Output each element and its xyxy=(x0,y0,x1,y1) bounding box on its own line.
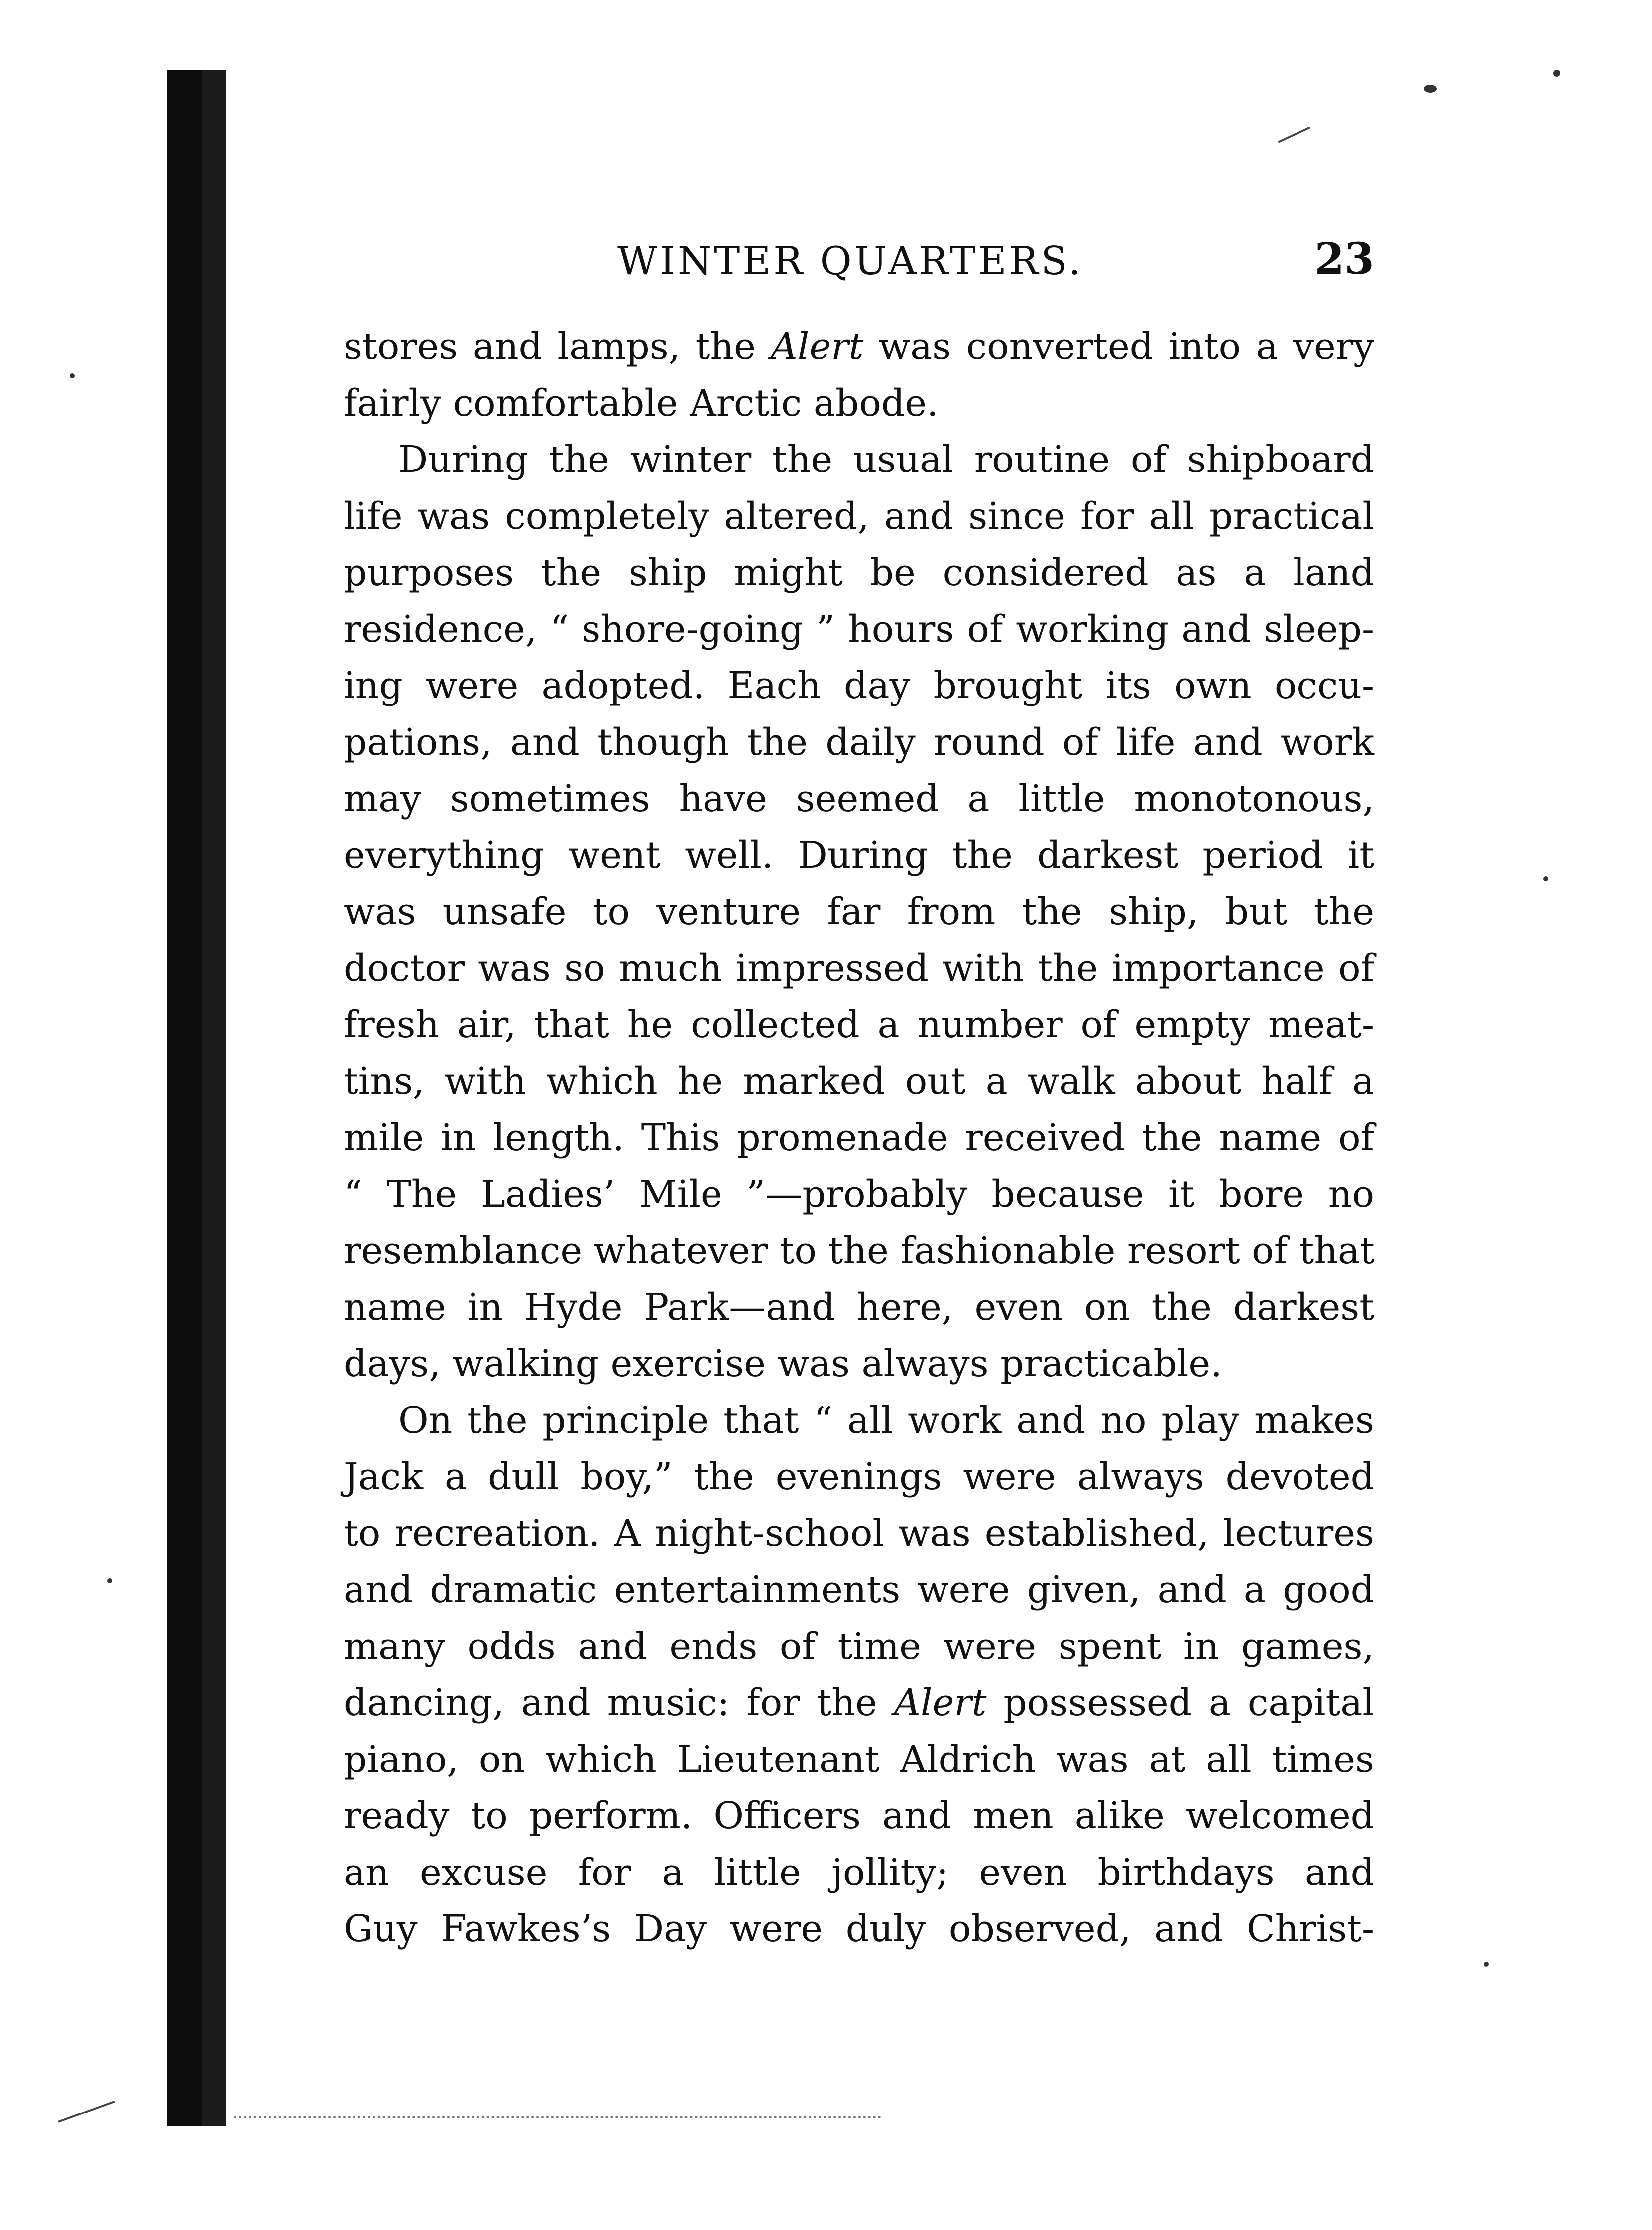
ship-name-italic: Alert xyxy=(894,1681,987,1724)
text-run: mile in length. This promenade received the name of xyxy=(344,1116,1374,1159)
text-line xyxy=(344,545,1374,601)
text-line xyxy=(344,1336,1374,1393)
text-line xyxy=(344,1675,1374,1732)
scan-speck xyxy=(1484,1962,1489,1967)
text-line xyxy=(344,432,1374,488)
text-line xyxy=(344,319,1374,375)
page-number: 23 xyxy=(1314,234,1374,284)
binding-shadow xyxy=(202,70,226,2126)
text-line xyxy=(344,1506,1374,1562)
text-line xyxy=(344,714,1374,771)
text-line xyxy=(344,1167,1374,1223)
text-run: was unsafe to venture far from the ship, but the xyxy=(344,890,1374,933)
text-run: ing were adopted. Each day brought its own occu- xyxy=(344,664,1374,707)
scan-noise xyxy=(234,2116,881,2118)
text-line xyxy=(344,940,1374,997)
body-text xyxy=(344,319,1374,1958)
text-run: dancing, and music: for the xyxy=(344,1681,894,1724)
scan-speck xyxy=(107,1578,112,1583)
scan-speck xyxy=(1553,70,1560,77)
text-run: pations, and though the daily round of life and work xyxy=(344,720,1374,764)
text-run: days, walking exercise was always practicable. xyxy=(344,1342,1222,1385)
text-line xyxy=(344,771,1374,827)
text-line xyxy=(344,1054,1374,1110)
text-run: “ The Ladies’ Mile ”—probably because it bore no xyxy=(344,1173,1374,1216)
text-run: name in Hyde Park—and here, even on the darkest xyxy=(344,1286,1374,1329)
text-run: life was completely altered, and since for all practical xyxy=(344,494,1374,538)
text-line xyxy=(344,488,1374,545)
text-run: to recreation. A night-school was established, lectures xyxy=(344,1512,1374,1555)
text-run: an excuse for a little jollity; even birthdays and xyxy=(344,1851,1374,1894)
text-line xyxy=(344,827,1374,884)
text-run: piano, on which Lieutenant Aldrich was at all times xyxy=(344,1738,1374,1781)
text-line xyxy=(344,375,1374,432)
text-line xyxy=(344,1562,1374,1619)
text-run: purposes the ship might be considered as a land xyxy=(344,551,1374,594)
text-run: Jack a dull boy,” the evenings were always devoted xyxy=(344,1455,1374,1498)
text-line xyxy=(344,1223,1374,1280)
text-line xyxy=(344,1110,1374,1167)
text-run: resemblance whatever to the fashionable resort of that xyxy=(344,1229,1375,1272)
ship-name-italic: Alert xyxy=(771,325,864,368)
text-run: ready to perform. Officers and men alike welcomed xyxy=(344,1794,1374,1837)
text-run: may sometimes have seemed a little monotonous, xyxy=(344,777,1374,820)
text-line xyxy=(344,1280,1374,1336)
text-line xyxy=(344,1449,1374,1506)
text-run: stores and lamps, the xyxy=(344,325,771,368)
text-run: was converted into a very xyxy=(863,325,1374,368)
running-title: WINTER QUARTERS. xyxy=(617,239,1083,284)
text-run: fairly comfortable Arctic abode. xyxy=(344,381,939,425)
text-line xyxy=(344,997,1374,1054)
text-line xyxy=(344,1845,1374,1901)
text-line xyxy=(344,1732,1374,1788)
pen-mark xyxy=(55,2091,115,2123)
text-run: residence, “ shore-going ” hours of working and sleep- xyxy=(344,607,1374,651)
text-run: On the principle that “ all work and no play makes xyxy=(398,1399,1374,1442)
scan-speck xyxy=(1543,876,1548,881)
text-run: tins, with which he marked out a walk about half a xyxy=(344,1059,1374,1103)
text-run: fresh air, that he collected a number of empty meat- xyxy=(344,1003,1374,1046)
text-line xyxy=(344,1393,1374,1449)
scan-speck xyxy=(70,373,75,378)
text-run: doctor was so much impressed with the importance of xyxy=(344,946,1374,990)
text-run: everything went well. During the darkest period it xyxy=(344,833,1374,877)
text-run: and dramatic entertainments were given, and a good xyxy=(344,1568,1374,1611)
scan-speck xyxy=(1424,85,1437,93)
text-line xyxy=(344,601,1374,658)
page-header xyxy=(344,234,1374,289)
pen-mark xyxy=(1274,117,1310,143)
text-run: possessed a capital xyxy=(986,1681,1374,1724)
text-line xyxy=(344,658,1374,714)
text-run: many odds and ends of time were spent in games, xyxy=(344,1625,1374,1668)
text-run: Guy Fawkes’s Day were duly observed, and Christ- xyxy=(344,1907,1374,1950)
text-line xyxy=(344,884,1374,940)
text-line xyxy=(344,1619,1374,1675)
text-line xyxy=(344,1788,1374,1845)
text-run: During the winter the usual routine of shipboard xyxy=(398,438,1374,481)
text-line xyxy=(344,1901,1374,1958)
